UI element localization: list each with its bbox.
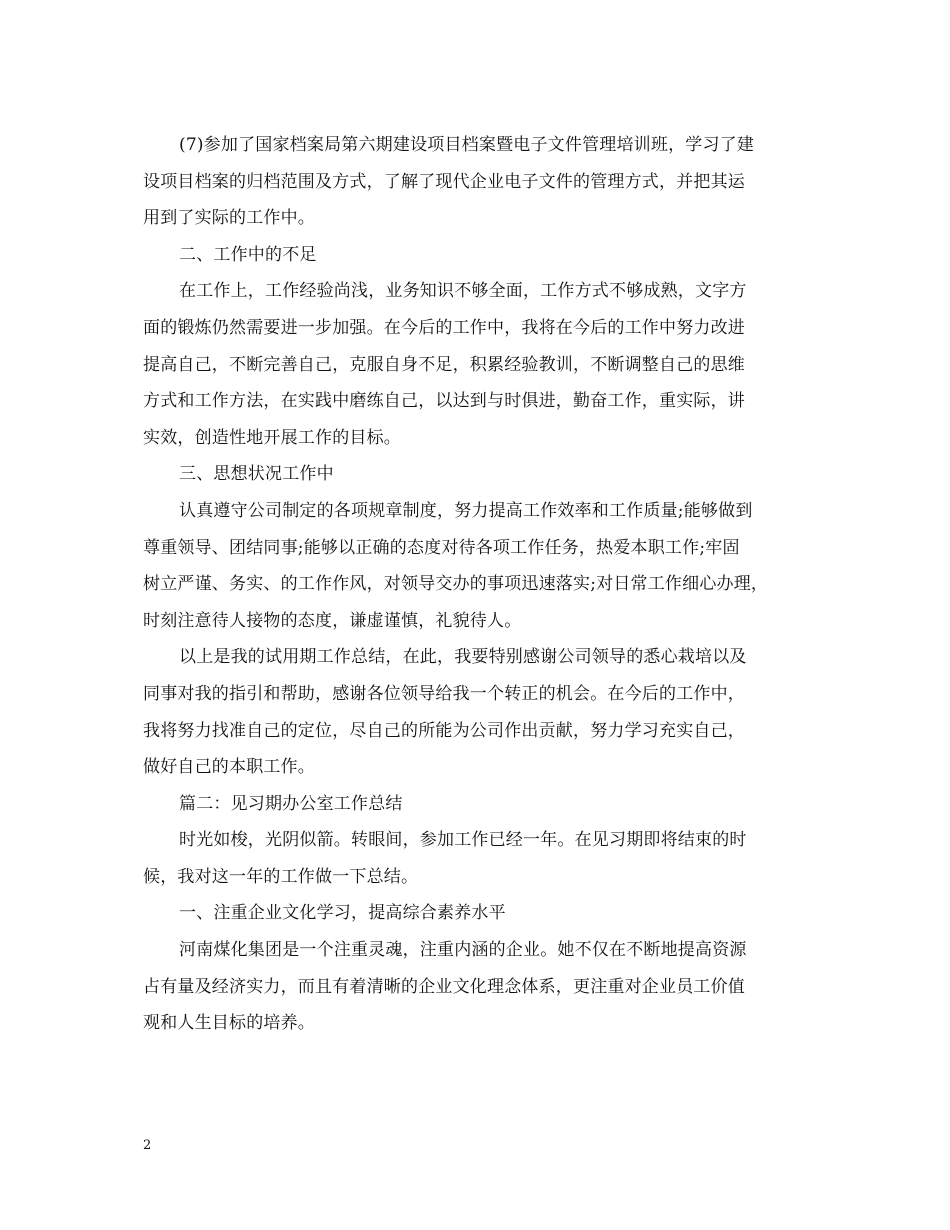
shortcomings-line-4: 方式和工作方法，在实践中磨练自己，以达到与时俱进，勤奋工作，重实际，讲: [143, 391, 745, 412]
intro-line-2: 候，我对这一年的工作做一下总结。: [143, 866, 419, 887]
shortcomings-line-2: 面的锻炼仍然需要进一步加强。在今后的工作中，我将在今后的工作中努力改进: [143, 317, 745, 338]
culture-line-1: 河南煤化集团是一个注重灵魂，注重内涵的企业。她不仅在不断地提高资源: [179, 940, 747, 961]
paragraph-7-line-1: (7)参加了国家档案局第六期建设项目档案暨电子文件管理培训班，学习了建: [179, 135, 755, 155]
section-heading-culture: 一、注重企业文化学习，提高综合素养水平: [179, 903, 506, 924]
thinking-line-2: 尊重领导、团结同事;能够以正确的态度对待各项工作任务，热爱本职工作;牢固: [143, 537, 740, 558]
thinking-line-1: 认真遵守公司制定的各项规章制度，努力提高工作效率和工作质量;能够做到: [179, 500, 753, 521]
closing-line-4: 做好自己的本职工作。: [143, 757, 315, 778]
shortcomings-line-5: 实效，创造性地开展工作的目标。: [143, 427, 401, 448]
closing-line-3: 我将努力找准自己的定位，尽自己的所能为公司作出贡献，努力学习充实自己，: [143, 720, 745, 741]
paragraph-7-line-2: 设项目档案的归档范围及方式，了解了现代企业电子文件的管理方式，并把其运: [143, 171, 745, 192]
thinking-line-3: 树立严谨、务实、的工作作风，对领导交办的事项迅速落实;对日常工作细心办理，: [143, 574, 769, 595]
part-two-heading: 篇二：见习期办公室工作总结: [179, 793, 403, 814]
shortcomings-line-3: 提高自己，不断完善自己，克服自身不足，积累经验教训，不断调整自己的思维: [143, 354, 745, 375]
section-heading-thinking: 三、思想状况工作中: [179, 464, 334, 485]
section-heading-shortcomings: 二、工作中的不足: [179, 244, 317, 265]
shortcomings-line-1: 在工作上，工作经验尚浅，业务知识不够全面，工作方式不够成熟，文字方: [179, 281, 747, 302]
paragraph-7-line-3: 用到了实际的工作中。: [143, 208, 315, 229]
page-number: 2: [143, 1138, 152, 1153]
culture-line-3: 观和人生目标的培养。: [143, 1013, 315, 1034]
closing-line-2: 同事对我的指引和帮助，感谢各位领导给我一个转正的机会。在今后的工作中，: [143, 683, 745, 704]
closing-line-1: 以上是我的试用期工作总结，在此，我要特别感谢公司领导的悉心栽培以及: [179, 647, 747, 668]
thinking-line-4: 时刻注意待人接物的态度，谦虚谨慎，礼貌待人。: [143, 610, 522, 631]
document-body: [143, 127, 815, 1042]
culture-line-2: 占有量及经济实力，而且有着清晰的企业文化理念体系，更注重对企业员工价值: [143, 976, 745, 997]
intro-line-1: 时光如梭，光阴似箭。转眼间，参加工作已经一年。在见习期即将结束的时: [179, 830, 747, 851]
